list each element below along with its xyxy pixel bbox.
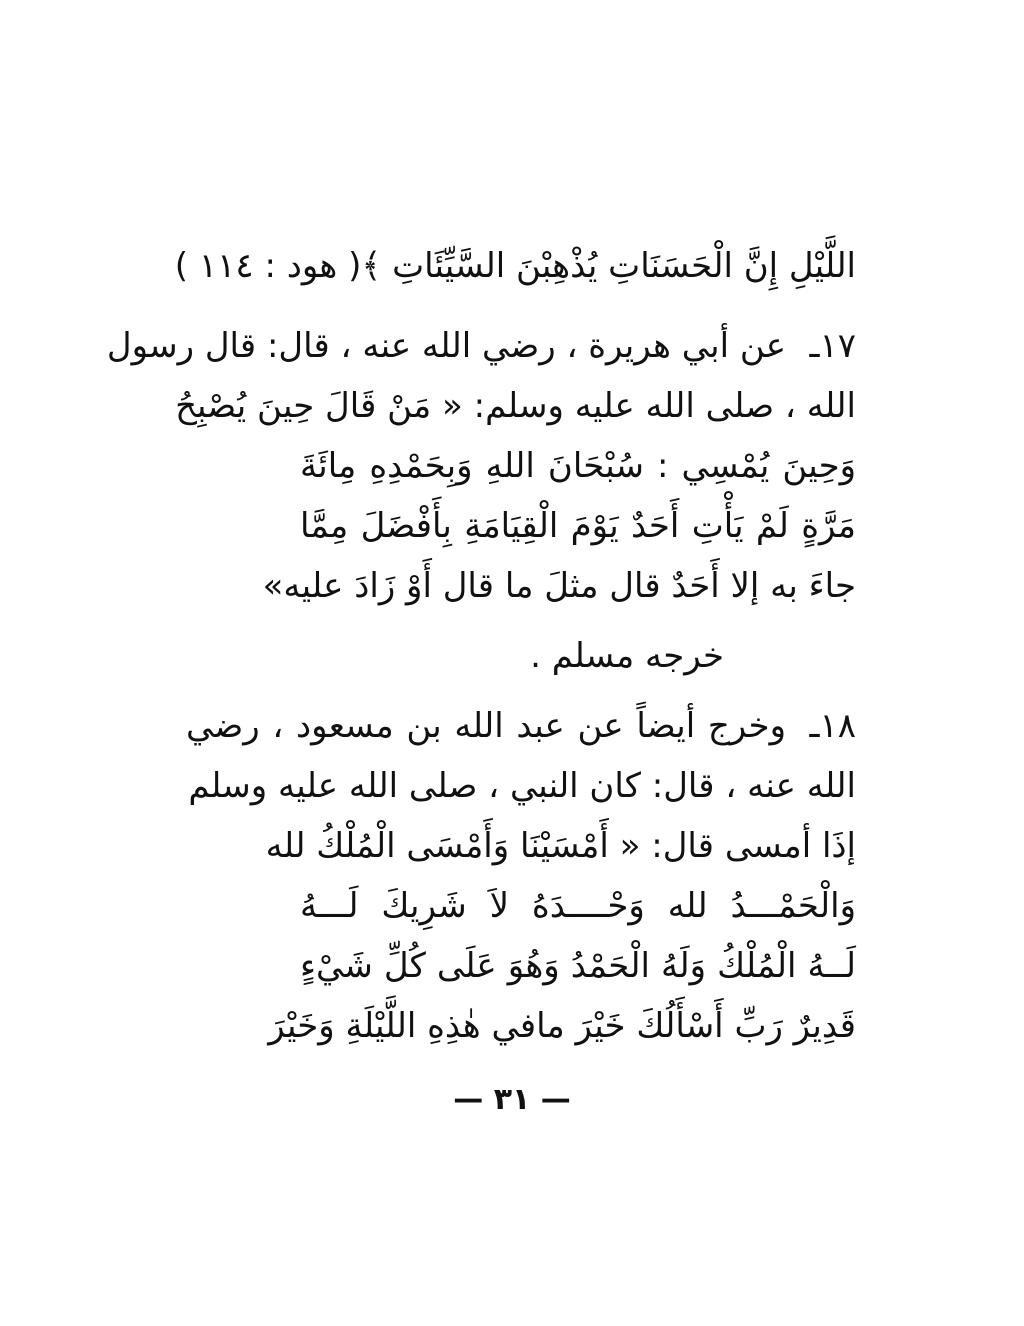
hadith-18-line-5: لَــهُ الْمُلْكُ وَلَهُ الْحَمْدُ وَهُوَ عَلَى كُلِّ شَيْءٍ xyxy=(300,946,856,986)
hadith-18-line-6: قَدِيرٌ رَبِّ أَسْأَلُكَ خَيْرَ مافي هٰذِهِ اللَّيْلَةِ وَخَيْرَ xyxy=(268,1006,856,1046)
hadith-18-line-3: إذَا أمسى قال: « أَمْسَيْنَا وَأَمْسَى الْمُلْكُ لله xyxy=(265,826,856,866)
hadith-17-line-2: الله ، صلى الله عليه وسلم: « مَنْ قَالَ حِينَ يُصْبِحُ xyxy=(175,386,856,426)
hadith-number-18: ١٨ـ xyxy=(809,706,856,746)
hadith-18-line-4: وَالْحَمْـــدُ لله وَحْــــدَهُ لاَ شَرِيكَ لَـــهُ xyxy=(300,886,856,926)
hadith-18-line-2: الله عنه ، قال: كان النبي ، صلى الله عليه وسلم xyxy=(188,766,856,806)
page-number: — ٣١ — xyxy=(453,1082,571,1117)
quran-verse-line: اللَّيْلِ إِنَّ الْحَسَنَاتِ يُذْهِبْنَ السَّيِّئَاتِ ﴾( هود : ١١٤ ) xyxy=(174,246,856,286)
hadith-17-line-4: مَرَّةٍ لَمْ يَأْتِ أَحَدٌ يَوْمَ الْقِيَامَةِ بِأَفْضَلَ مِمَّا xyxy=(300,506,856,546)
hadith-number-17: ١٧ـ xyxy=(809,326,856,366)
hadith-17-line-6: خرجه مسلم . xyxy=(530,636,724,676)
hadith-17-line-3: وَحِينَ يُمْسِي : سُبْحَانَ اللهِ وَبِحَمْدِهِ مِائَةَ xyxy=(300,446,856,486)
hadith-18-line-1: وخرج أيضاً عن عبد الله بن مسعود ، رضي xyxy=(186,706,786,746)
hadith-17-line-5: جاءَ به إلا أَحَدٌ قال مثلَ ما قال أَوْ زَادَ عليه» xyxy=(262,566,856,606)
hadith-17-line-1: عن أبي هريرة ، رضي الله عنه ، قال: قال رسول xyxy=(106,326,786,366)
